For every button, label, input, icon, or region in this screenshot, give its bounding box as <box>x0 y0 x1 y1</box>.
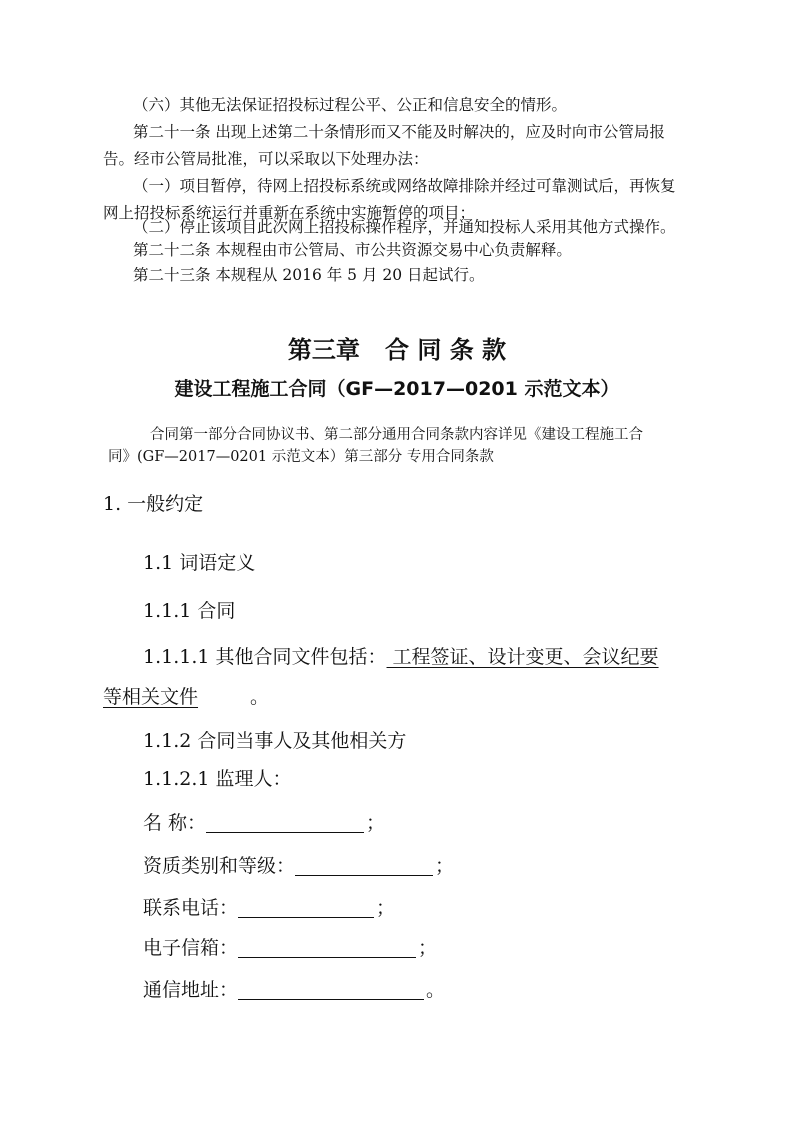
supervisor-qualification-blank[interactable] <box>295 856 433 876</box>
supervisor-address-field: 通信地址： 。 <box>143 979 446 1001</box>
intro-line-2: 同》(GF—2017—0201 示范文本）第三部分 专用合同条款 <box>108 449 494 465</box>
article-23: 第二十三条 本规程从 2016 年 5 月 20 日起试行。 <box>133 266 485 284</box>
clause-end-mark: 。 <box>250 686 270 708</box>
clause-1-1-1-1-prefix: 1.1.1.1 其他合同文件包括： <box>143 646 387 668</box>
supervisor-name-blank[interactable] <box>206 813 364 833</box>
contract-subtitle: 建设工程施工合同（GF—2017—0201 示范文本） <box>174 378 620 400</box>
intro-line-1: 合同第一部分合同协议书、第二部分通用合同条款内容详见《建设工程施工合 <box>150 427 643 443</box>
field-label: 通信地址： <box>143 979 239 1001</box>
measure-one-line-1: （一）项目暂停，待网上招投标系统或网络故障排除并经过可靠测试后，再恢复 <box>133 177 676 195</box>
measure-one-line-2: 网上招投标系统运行并重新在系统中实施暂停的项目； <box>103 204 476 222</box>
section-1-1-2-heading: 1.1.2 合同当事人及其他相关方 <box>143 730 407 752</box>
supervisor-qualification-field: 资质类别和等级： ； <box>143 855 455 877</box>
supervisor-phone-blank[interactable] <box>238 898 374 918</box>
section-1-1-1-heading: 1.1.1 合同 <box>143 600 236 622</box>
article-21-line-2: 告。经市公管局批准，可以采取以下处理办法： <box>103 150 429 168</box>
supervisor-email-field: 电子信箱： ； <box>143 937 438 959</box>
clause-1-1-1-1-continuation <box>103 688 269 707</box>
field-label: 名 称： <box>143 812 207 834</box>
other-contract-documents-value: 工程签证、设计变更、会议纪要 <box>386 646 659 668</box>
section-1-heading: 1. 一般约定 <box>103 493 204 515</box>
clause-1-1-1-1 <box>143 648 659 667</box>
section-1-1-heading: 1.1 词语定义 <box>143 552 256 574</box>
field-label: 联系电话： <box>143 897 239 919</box>
measure-two: （二）停止该项目此次网上招投标操作程序，并通知投标人采用其他方式操作。 <box>133 218 676 236</box>
clause-item-six: （六）其他无法保证招投标过程公平、公正和信息安全的情形。 <box>133 96 568 114</box>
supervisor-phone-field: 联系电话： ； <box>143 897 396 919</box>
article-22: 第二十二条 本规程由市公管局、市公共资源交易中心负责解释。 <box>133 241 572 259</box>
section-1-1-2-1-heading: 1.1.2.1 监理人： <box>143 768 292 790</box>
chapter-title: 第三章 合 同 条 款 <box>287 336 507 364</box>
supervisor-email-blank[interactable] <box>238 938 416 958</box>
supervisor-name-field: 名 称： ； <box>143 812 386 834</box>
supervisor-address-blank[interactable] <box>238 980 424 1000</box>
article-21-line-1: 第二十一条 出现上述第二十条情形而又不能及时解决的，应及时向市公管局报 <box>133 123 665 141</box>
other-contract-documents-value-cont: 等相关文件 <box>103 686 199 708</box>
field-label: 电子信箱： <box>143 937 239 959</box>
field-label: 资质类别和等级： <box>143 855 296 877</box>
